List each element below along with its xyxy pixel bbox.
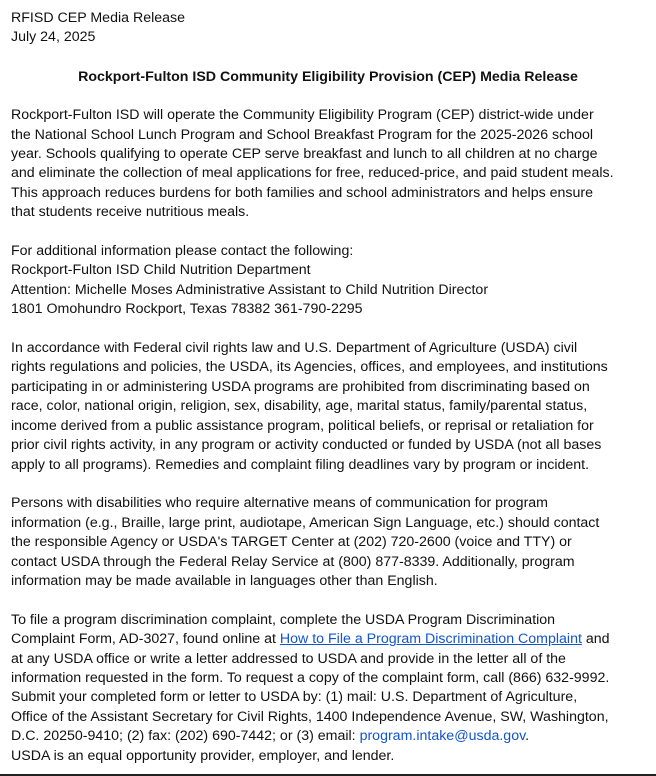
complaint-text: D.C. 20250-9410; (2) fax: (202) 690-7442; or (3) email: (11, 728, 360, 745)
complaint-line-with-link (11, 630, 645, 649)
civil-rights-line: race, color, national origin, religion, sex, disability, age, marital status, family/parental status, (11, 398, 588, 415)
contact-address: 1801 Omohundro Rockport, Texas 78382 361-790-2295 (11, 301, 363, 318)
complaint-text: Complaint Form, AD-3027, found online at (11, 631, 280, 648)
intro-line: that students receive nutritious meals. (11, 204, 250, 221)
intro-paragraph (11, 106, 645, 222)
release-label: RFISD CEP Media Release (11, 10, 185, 26)
intro-line: This approach reduces burdens for both families and school administrators and helps ensure (11, 184, 594, 201)
release-date: July 24, 2025 (11, 29, 96, 46)
disabilities-paragraph (11, 494, 645, 591)
complaint-line: at any USDA office or write a letter addressed to USDA and provide in the letter all of the (11, 650, 566, 667)
complaint-line: Office of the Assistant Secretary for Civil Rights, 1400 Independence Avenue, SW, Washington, (11, 708, 609, 725)
contact-block (11, 242, 645, 320)
complaint-paragraph (11, 611, 645, 766)
civil-rights-line: participating in or administering USDA programs are prohibited from discriminating based on (11, 378, 590, 395)
disabilities-line: information (e.g., Braille, large print, audiotape, American Sign Language, etc.) should contact (11, 514, 600, 531)
complaint-text: . (525, 728, 530, 745)
intro-line: year. Schools qualifying to operate CEP serve breakfast and lunch to all children at no charge (11, 146, 598, 163)
disabilities-line: Persons with disabilities who require alternative means of communication for program (11, 495, 549, 512)
complaint-line: To file a program discrimination complaint, complete the USDA Program Discrimination (11, 611, 556, 628)
contact-attention: Attention: Michelle Moses Administrative Assistant to Child Nutrition Director (11, 281, 489, 298)
complaint-line-with-email (11, 727, 645, 746)
civil-rights-line: In accordance with Federal civil rights law and U.S. Department of Agriculture (USDA) civil (11, 340, 578, 357)
how-to-file-complaint-link[interactable]: How to File a Program Discrimination Complaint (279, 631, 582, 648)
equal-opportunity-statement: USDA is an equal opportunity provider, employer, and lender. (11, 747, 395, 764)
civil-rights-line: income derived from a public assistance program, political beliefs, or reprisal or retaliation for (11, 417, 594, 434)
intro-line: the National School Lunch Program and School Breakfast Program for the 2025-2026 school (11, 126, 594, 143)
contact-intro: For additional information please contact the following: (11, 243, 354, 260)
intro-line: and eliminate the collection of meal applications for free, reduced-price, and paid student meals. (11, 165, 614, 182)
disabilities-line: information may be made available in languages other than English. (11, 572, 438, 589)
civil-rights-line: apply to all programs). Remedies and complaint filing deadlines vary by program or incident. (11, 456, 590, 473)
disabilities-line: the responsible Agency or USDA's TARGET Center at (202) 720-2600 (voice and TTY) or (11, 534, 572, 551)
complaint-text: and (581, 631, 610, 648)
media-release-document (11, 9, 645, 766)
civil-rights-paragraph (11, 339, 645, 475)
complaint-line: Submit your completed form or letter to USDA by: (1) mail: U.S. Department of Agriculture, (11, 689, 578, 706)
complaint-line: information requested in the form. To request a copy of the complaint form, call (866) 632-9992. (11, 669, 610, 686)
document-title: Rockport-Fulton ISD Community Eligibility Provision (CEP) Media Release (78, 68, 578, 85)
disabilities-line: contact USDA through the Federal Relay Service at (800) 877-8339. Additionally, program (11, 553, 575, 570)
contact-department: Rockport-Fulton ISD Child Nutrition Department (11, 262, 311, 279)
civil-rights-line: rights regulations and policies, the USDA, its Agencies, offices, and employees, and institutions (11, 359, 608, 376)
civil-rights-line: prior civil rights activity, in any program or activity conducted or funded by USDA (not all bases (11, 437, 602, 454)
intro-line: Rockport-Fulton ISD will operate the Community Eligibility Program (CEP) district-wide under (11, 107, 594, 124)
usda-email-link[interactable]: program.intake@usda.gov (359, 728, 526, 745)
